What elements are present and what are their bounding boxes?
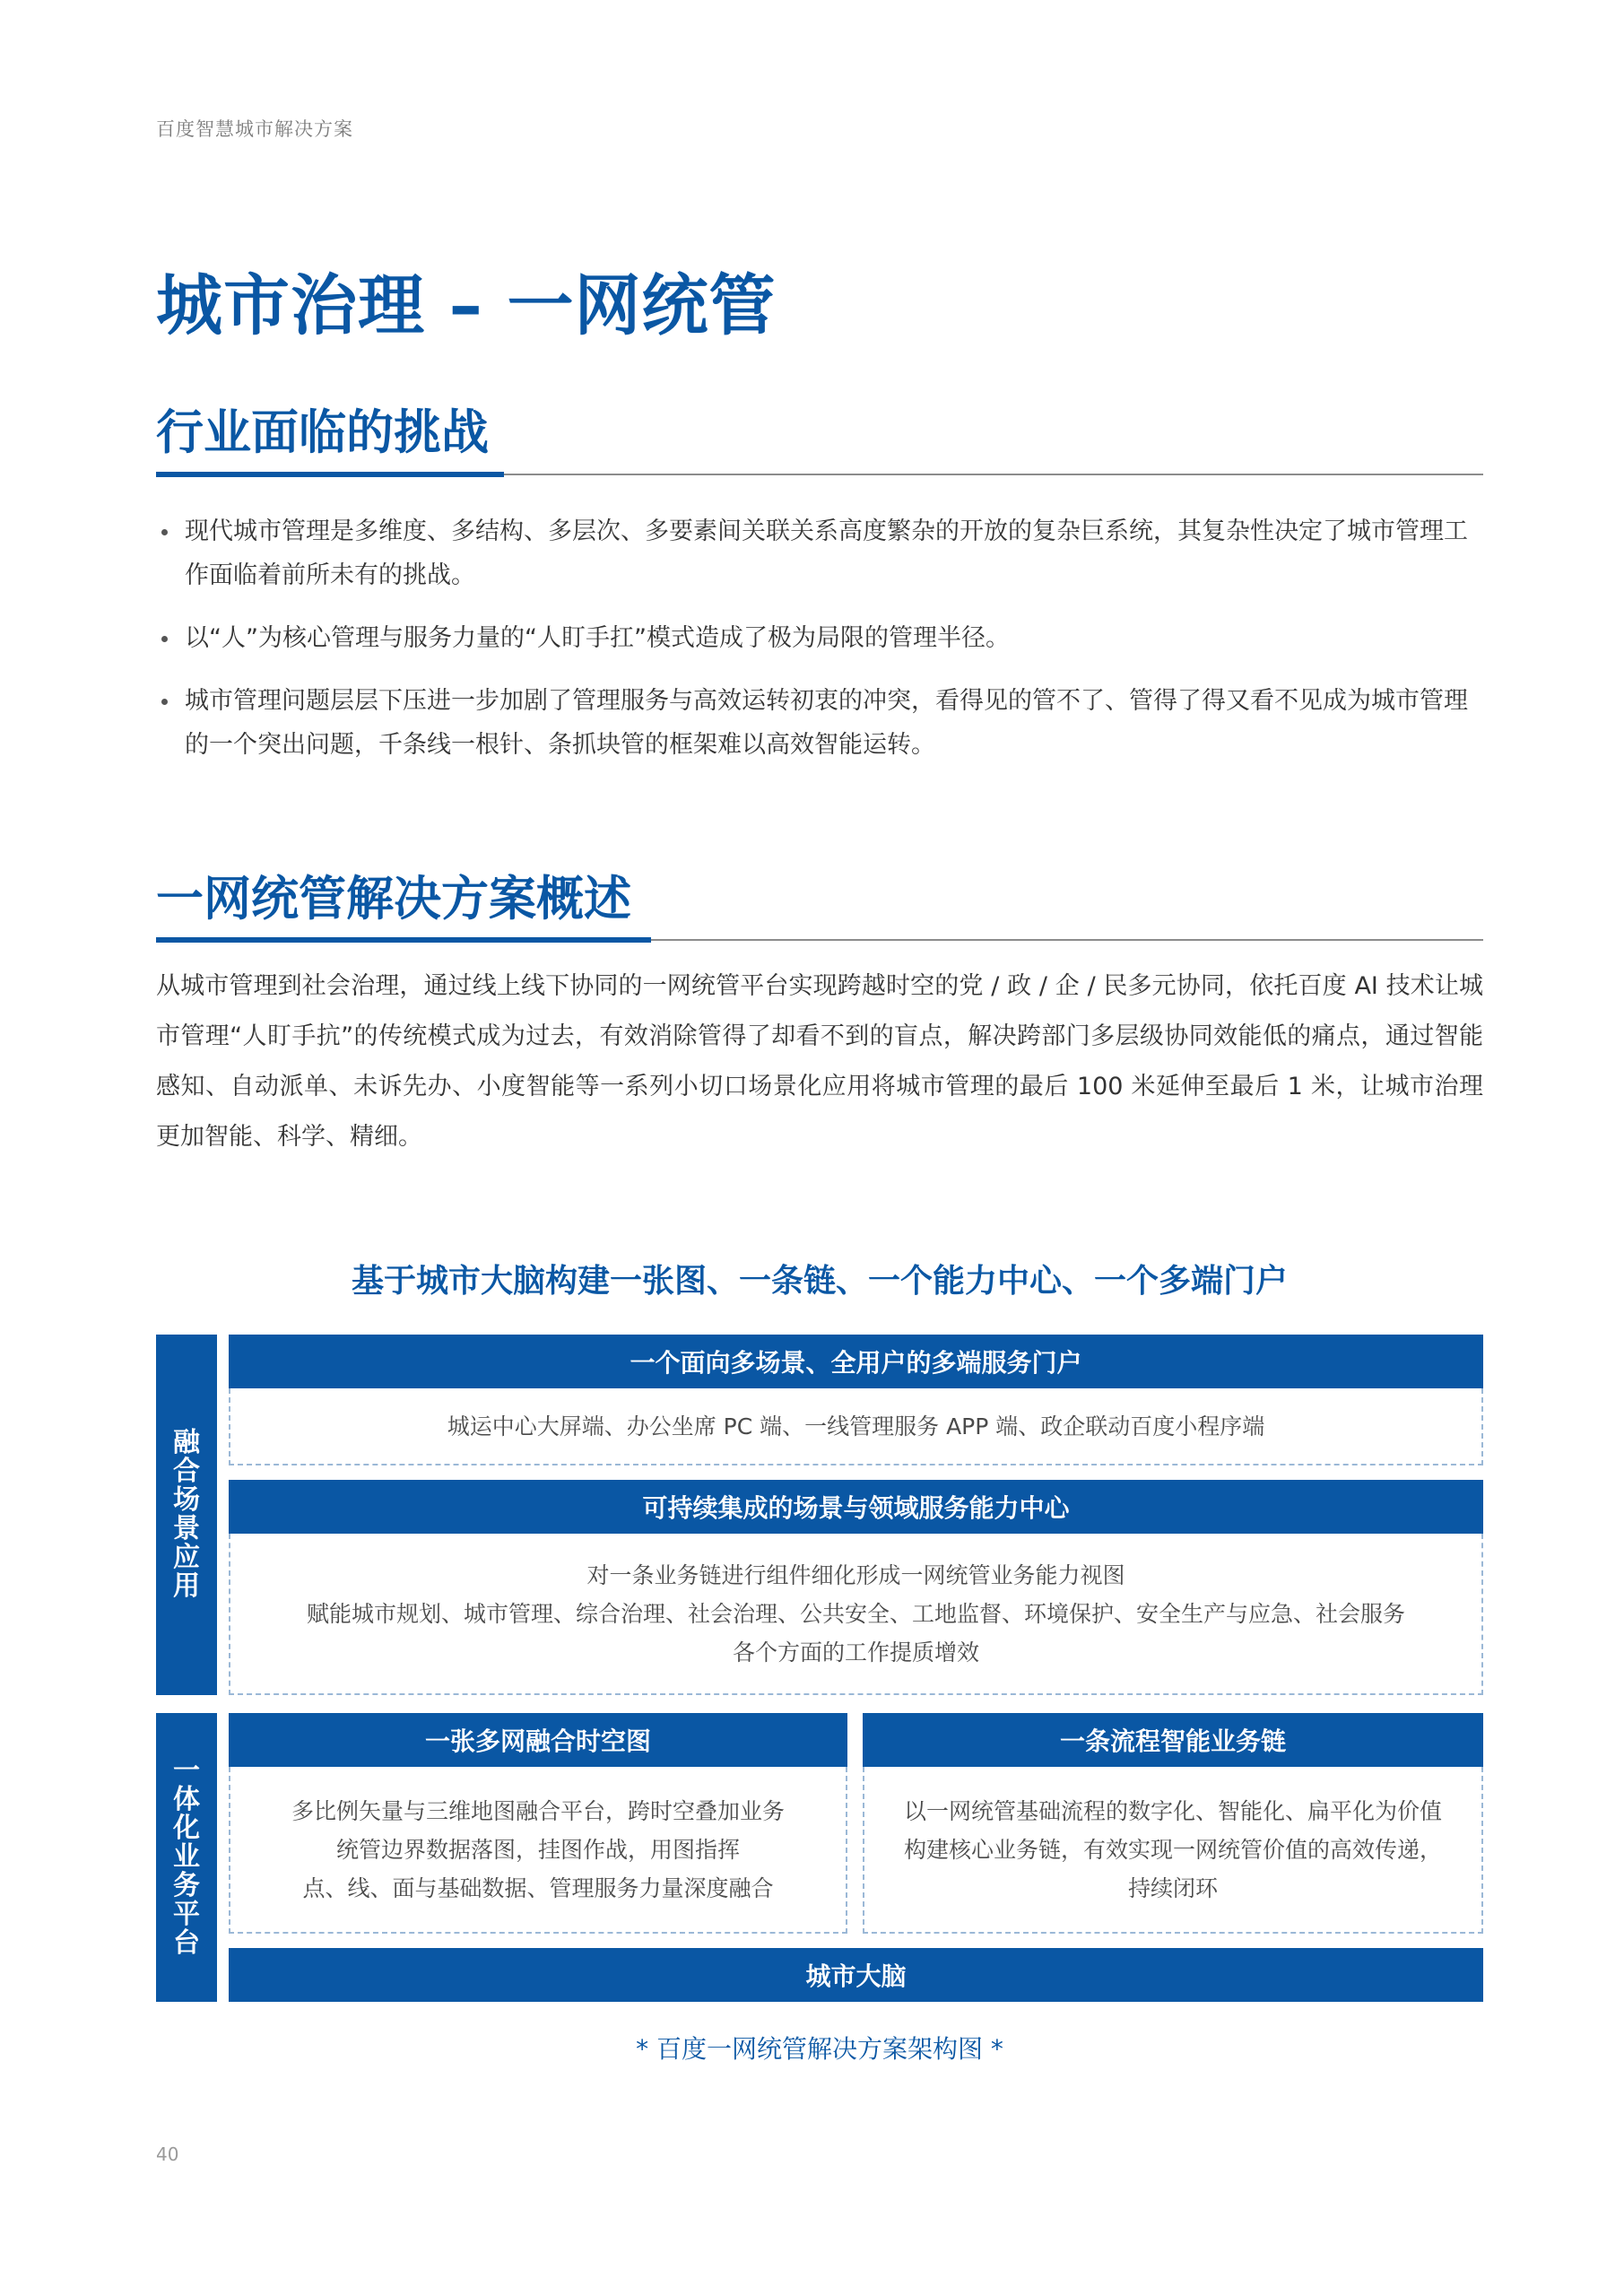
side-label-char: 务 xyxy=(173,1870,200,1901)
capability-line: 赋能城市规划、城市管理、综合治理、社会治理、公共安全、工地监督、环境保护、安全生产与应急、社会服务 xyxy=(306,1600,1405,1627)
city-brain-bar: 城市大脑 xyxy=(229,1948,1483,2002)
overview-paragraph: 从城市管理到社会治理，通过线上线下协同的一网统管平台实现跨越时空的党 / 政 / 企 / 民多元协同，依托百度 AI 技术让城市管理“人盯手抗”的传统模式成为过去，有效消除管得了却看不到的盲点，解决跨部门多层级协同效能低的痛点，通过智能感知、自动派单、未诉先办、小度智能等一系列小切口场景化应用将城市管理的最后 100 米延伸至最后 1 米，让城市治理更加智能、科学、精细。 xyxy=(156,972,1483,1151)
bullet-icon xyxy=(161,636,168,642)
running-header: 百度智慧城市解决方案 xyxy=(156,118,353,140)
side-label-char: 融 xyxy=(173,1427,200,1458)
page-number: 40 xyxy=(156,2144,179,2165)
capability-title: 可持续集成的场景与领域服务能力中心 xyxy=(229,1480,1483,1534)
list-item-text: 城市管理问题层层下压进一步加剧了管理服务与高效运转初衷的冲突，看得见的管不了、管得了得又看不见成为城市管理的一个突出问题，千条线一根针、条抓块管的框架难以高效智能运转。 xyxy=(185,687,1468,759)
chain-title: 一条流程智能业务链 xyxy=(863,1713,1483,1767)
section-heading-overview: 一网统管解决方案概述 xyxy=(156,872,631,926)
map-title: 一张多网融合时空图 xyxy=(229,1713,847,1767)
capability-body xyxy=(229,1534,1483,1695)
challenge-list xyxy=(156,509,1483,786)
section-rule-accent xyxy=(156,937,651,943)
section-rule-accent xyxy=(156,472,504,477)
portal-body-text: 城运中心大屏端、办公坐席 PC 端、一线管理服务 APP 端、政企联动百度小程序端 xyxy=(447,1413,1265,1439)
map-line: 点、线、面与基础数据、管理服务力量深度融合 xyxy=(302,1874,774,1901)
list-item xyxy=(156,616,1483,660)
diagram-title: 基于城市大脑构建一张图、一条链、一个能力中心、一个多端门户 xyxy=(351,1263,1288,1300)
capability-line: 对一条业务链进行组件细化形成一网统管业务能力视图 xyxy=(586,1561,1125,1588)
list-item xyxy=(156,679,1483,767)
side-label-char: 业 xyxy=(173,1841,200,1873)
bullet-icon xyxy=(161,699,168,705)
map-line: 多比例矢量与三维地图融合平台，跨时空叠加业务 xyxy=(291,1797,785,1824)
list-item xyxy=(156,509,1483,597)
chain-line: 持续闭环 xyxy=(1127,1874,1218,1901)
map-line: 统管边界数据落图，挂图作战，用图指挥 xyxy=(335,1836,740,1863)
chain-line: 构建核心业务链，有效实现一网统管价值的高效传递， xyxy=(903,1836,1442,1863)
capability-line: 各个方面的工作提质增效 xyxy=(732,1639,979,1665)
side-label-char: 体 xyxy=(173,1784,200,1815)
list-item-text: 以“人”为核心管理与服务力量的“人盯手扛”模式造成了极为局限的管理半径。 xyxy=(185,624,1010,652)
map-body xyxy=(229,1767,847,1934)
side-label-char: 平 xyxy=(173,1899,200,1930)
portal-body xyxy=(229,1388,1483,1465)
side-label-char: 用 xyxy=(173,1570,200,1602)
side-label-char: 一 xyxy=(173,1755,200,1787)
chain-body xyxy=(863,1767,1483,1934)
bullet-icon xyxy=(161,529,168,535)
section-heading-challenges: 行业面临的挑战 xyxy=(156,405,489,460)
side-label-char: 应 xyxy=(173,1542,200,1573)
figure-caption: * 百度一网统管解决方案架构图 * xyxy=(636,2034,1003,2064)
side-label-char: 场 xyxy=(173,1484,200,1516)
side-label-business-platform xyxy=(156,1713,217,2002)
side-label-scenario-apps xyxy=(156,1335,217,1695)
list-item-text: 现代城市管理是多维度、多结构、多层次、多要素间关联关系高度繁杂的开放的复杂巨系统，其复杂性决定了城市管理工作面临着前所未有的挑战。 xyxy=(185,517,1468,589)
side-label-char: 化 xyxy=(173,1813,200,1844)
portal-title: 一个面向多场景、全用户的多端服务门户 xyxy=(229,1335,1483,1388)
chain-line: 以一网统管基础流程的数字化、智能化、扁平化为价值 xyxy=(903,1797,1442,1824)
side-label-char: 景 xyxy=(173,1513,200,1544)
side-label-char: 合 xyxy=(173,1456,200,1487)
side-label-char: 台 xyxy=(173,1927,200,1959)
page-title: 城市治理 – 一网统管 xyxy=(156,267,777,344)
